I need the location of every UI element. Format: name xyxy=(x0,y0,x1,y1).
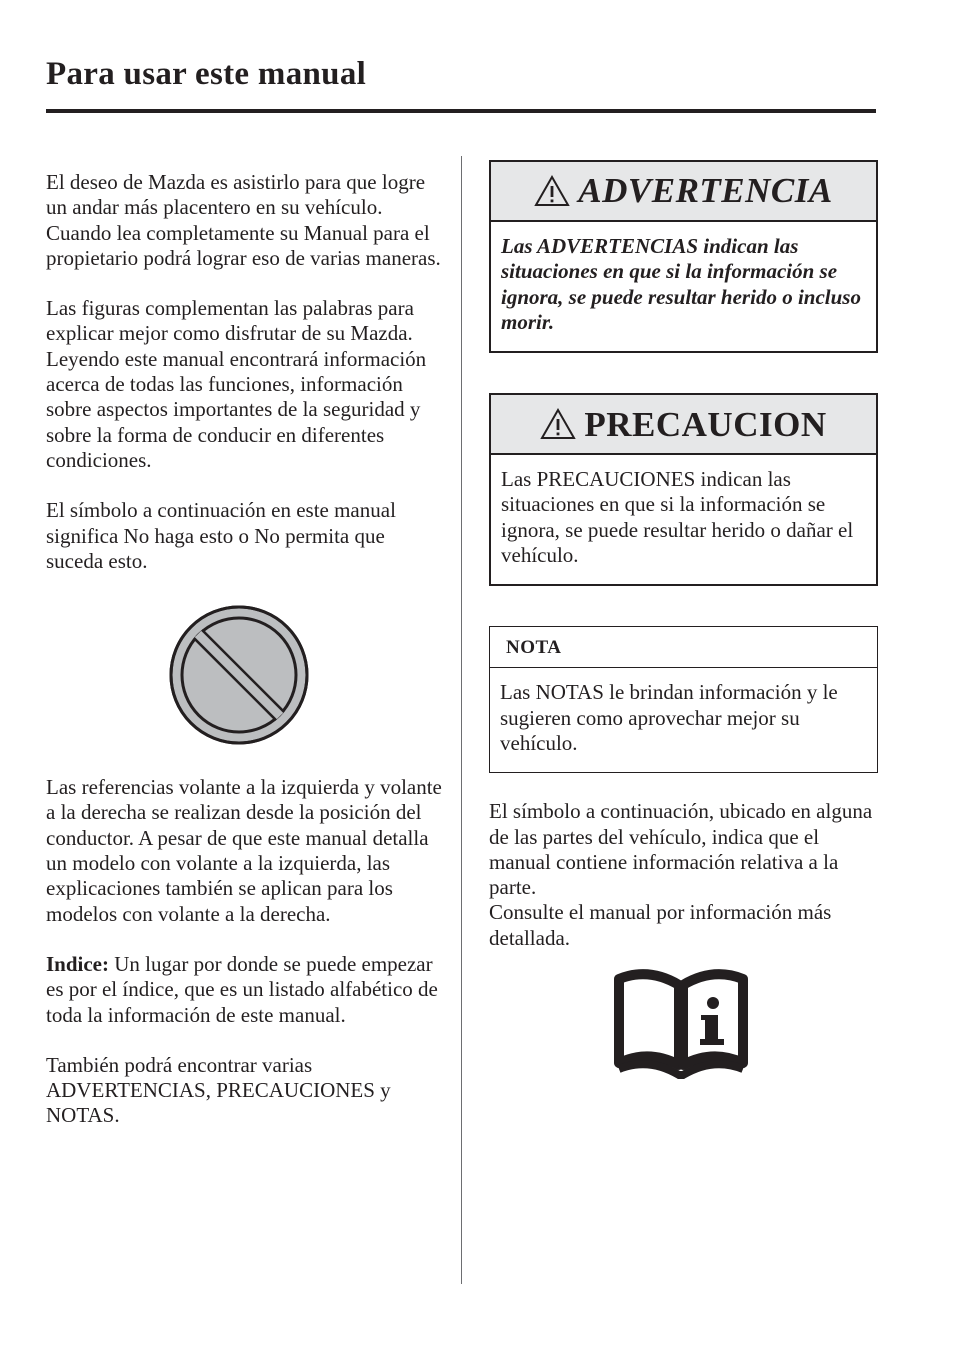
warning-label: ADVERTENCIA xyxy=(578,171,833,211)
manual-symbol-text: El símbolo a continuación, ubicado en alguna de las partes del vehículo, indica que el manual contiene información relativa a la parte. xyxy=(489,799,873,900)
caution-text: Las PRECAUCIONES indican las situaciones en que si la información se ignora, se puede resultar herido o dañar el vehículo. xyxy=(501,467,854,568)
manual-info-icon xyxy=(613,969,749,1083)
note-header xyxy=(490,627,877,668)
caution-label: PRECAUCION xyxy=(584,404,827,444)
right-column xyxy=(489,160,878,1083)
warning-triangle-icon xyxy=(534,175,570,207)
page-title: Para usar este manual xyxy=(46,56,367,92)
figures-paragraph: Las figuras complementan las palabras para explicar mejor como disfrutar de su Mazda. Leyendo este manual encontrará información acerca de todas las funciones, información sobre aspectos importantes de la seguridad y sobre la forma de conducir en diferentes condiciones. xyxy=(46,296,427,472)
index-paragraph xyxy=(46,952,446,1028)
symbol-paragraph: El símbolo a continuación en este manual significa No haga esto o No permita que suceda esto. xyxy=(46,498,396,573)
index-text: Un lugar por donde se puede empezar es por el índice, que es un listado alfabético de toda la información de este manual. xyxy=(46,951,438,1027)
warning-text: Las ADVERTENCIAS indican las situaciones en que si la información se ignora, se puede resultar herido o incluso morir. xyxy=(501,234,861,334)
title-rule xyxy=(46,109,876,113)
column-divider xyxy=(461,156,462,1284)
index-term: Indice: xyxy=(46,951,109,976)
warning-header xyxy=(491,162,876,222)
caution-triangle-icon xyxy=(540,408,576,440)
consult-text: Consulte el manual por información más detallada. xyxy=(489,900,832,950)
note-label: NOTA xyxy=(506,636,562,658)
note-text: Las NOTAS le brindan información y le sugieren como aprovechar mejor su vehículo. xyxy=(500,680,838,755)
steering-paragraph: Las referencias volante a la izquierda y volante a la derecha se realizan desde la posición del conductor. A pesar de que este manual detalla un modelo con volante a la izquierda, las explicaciones también se aplican para los modelos con volante a la derecha. xyxy=(46,775,442,926)
caution-box xyxy=(489,393,878,586)
warning-box xyxy=(489,160,878,353)
manual-symbol-paragraph xyxy=(489,799,878,951)
caution-header xyxy=(491,395,876,455)
alerts-paragraph: También podrá encontrar varias ADVERTENCIAS, PRECAUCIONES y NOTAS. xyxy=(46,1052,391,1128)
left-column xyxy=(46,170,446,1154)
prohibition-icon xyxy=(166,602,312,748)
note-box xyxy=(489,626,878,773)
intro-paragraph: El deseo de Mazda es asistirlo para que logre un andar más placentero en su vehículo. Cuando lea completamente su Manual para el propietario podrá lograr eso de varias maneras. xyxy=(46,170,441,270)
